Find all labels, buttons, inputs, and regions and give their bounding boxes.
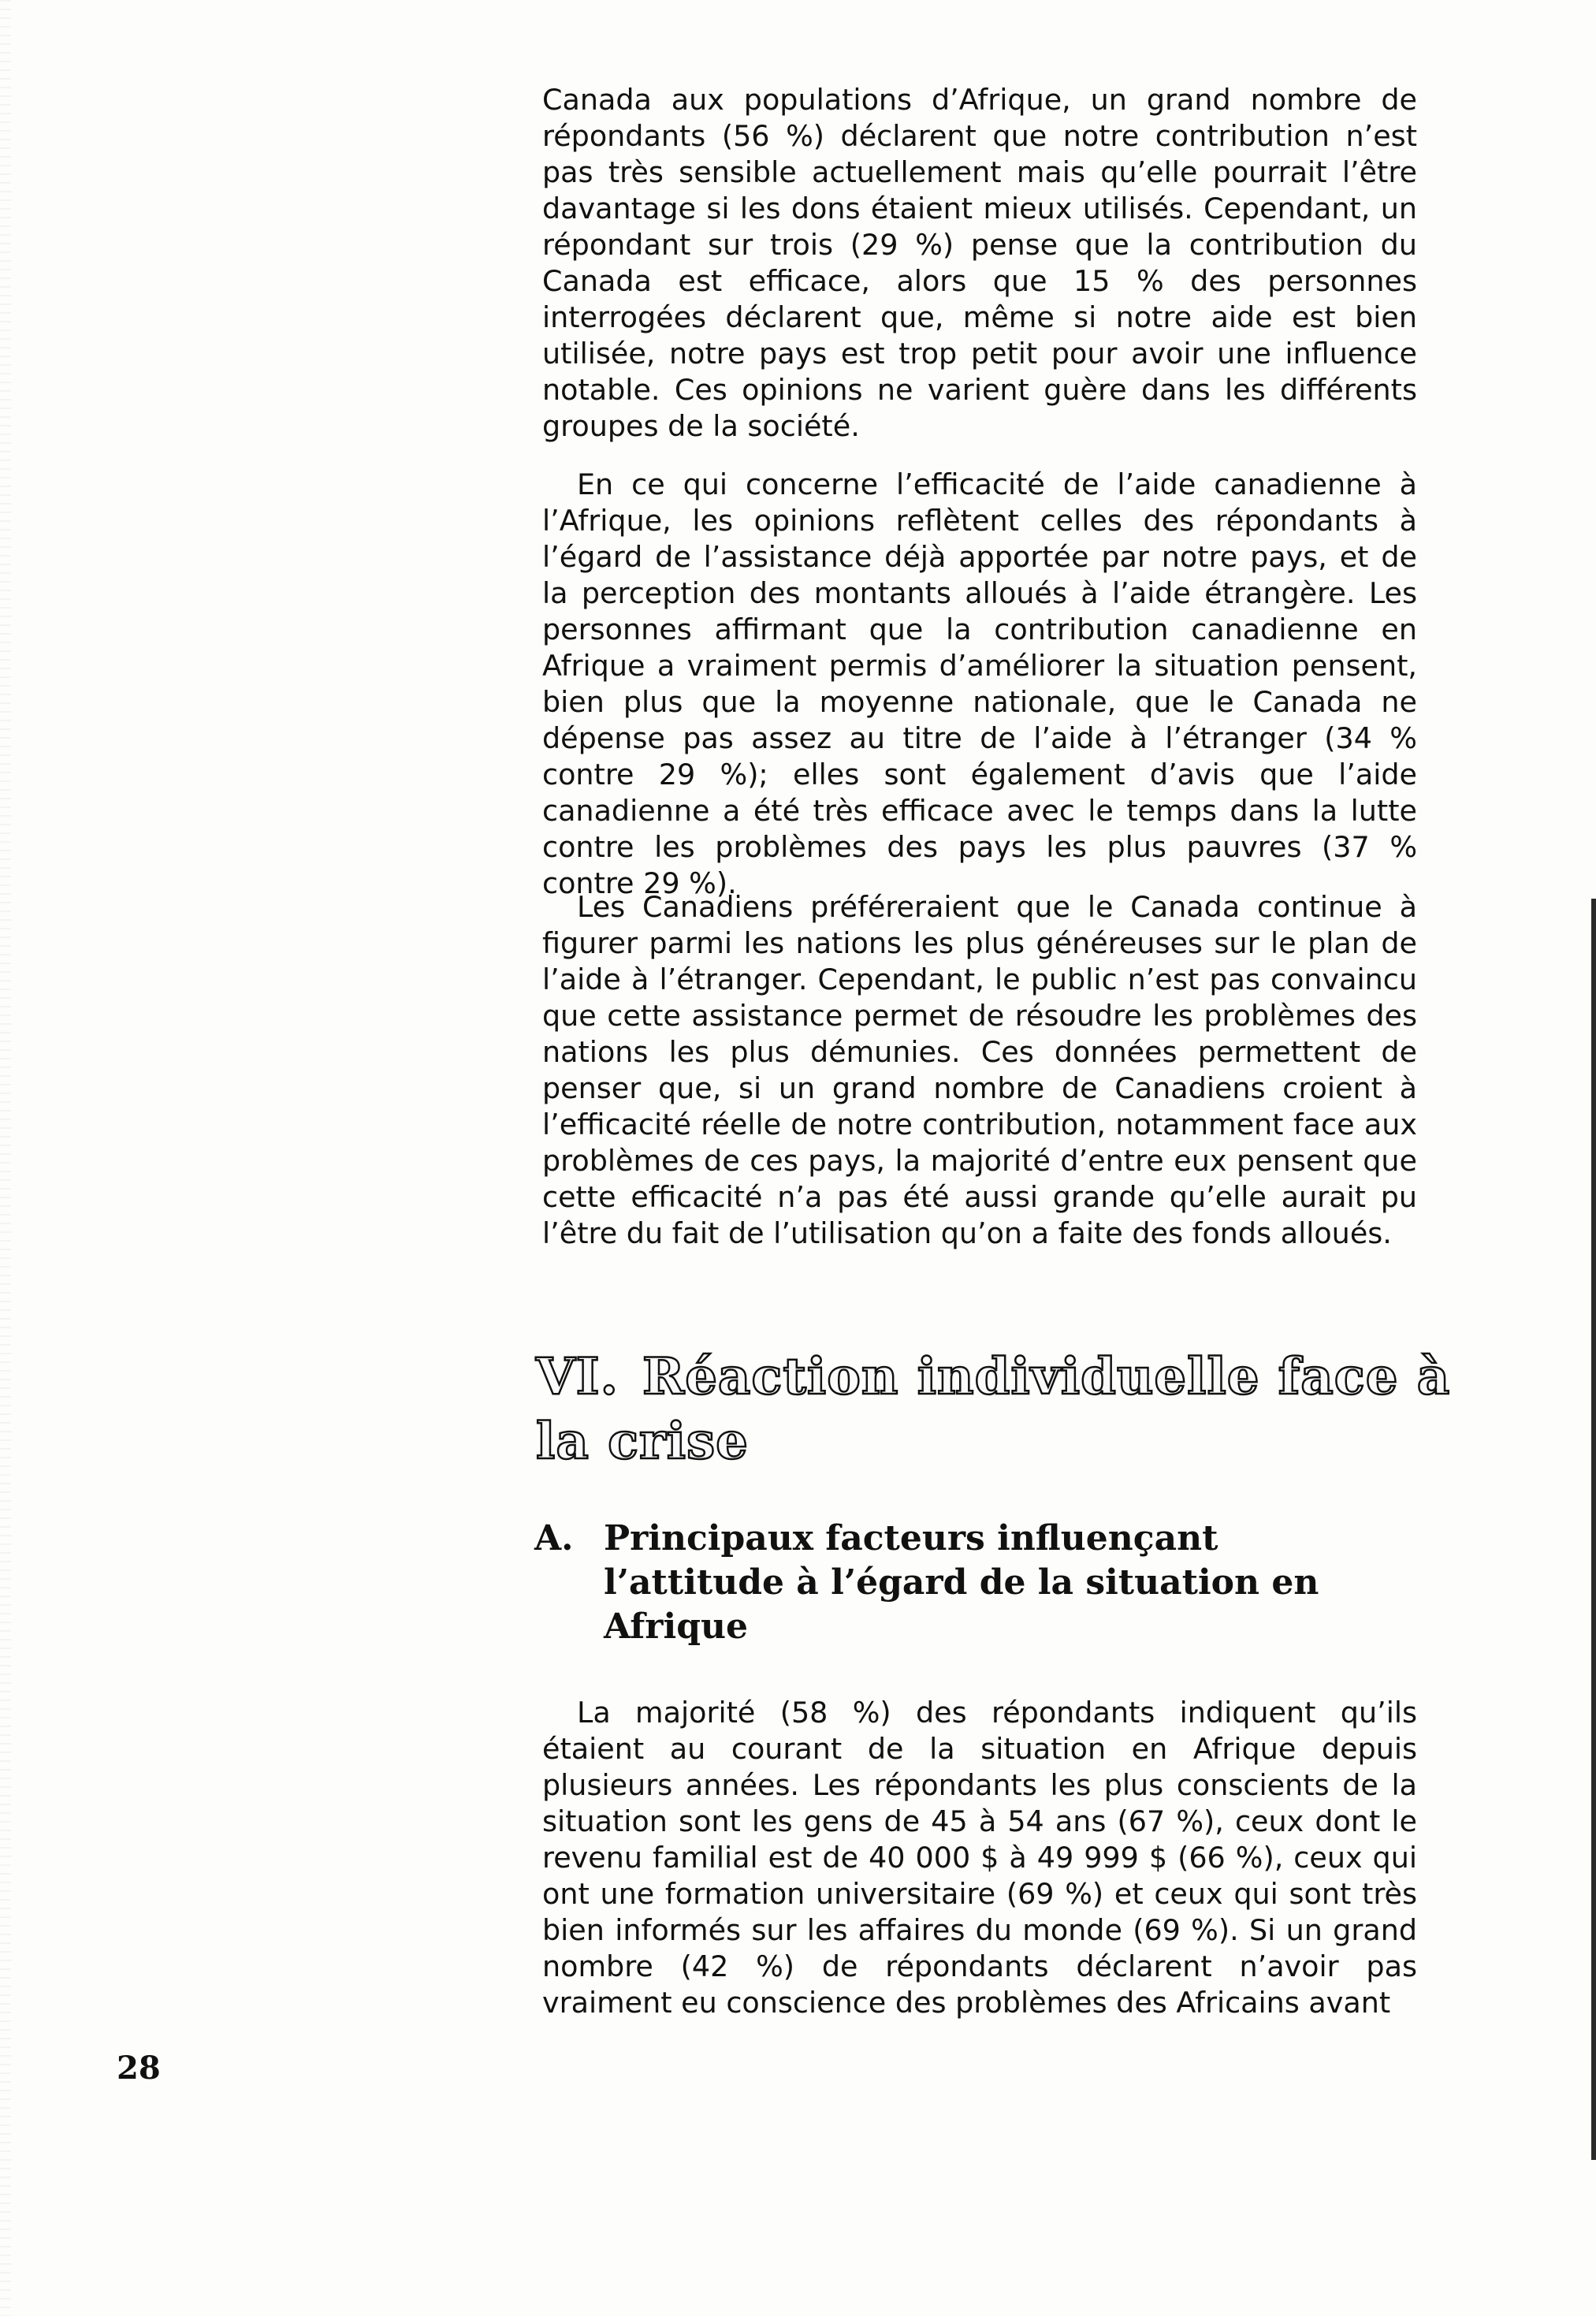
- paragraph-contribution-perception: Canada aux populations d’Afrique, un grand nombre de répondants (56 %) déclarent que notre contribution n’est pas très sensible actuellement mais qu’elle pourrait l’être davantage si les dons étaient mieux utilisés. Cependant, un répondant sur trois (29 %) pense que la contribution du Canada est efficace, alors que 15 % des personnes interrogées déclarent que, même si notre aide est bien utilisée, notre pays est trop petit pour avoir une influence notable. Ces opinions ne varient guère dans les différents groupes de la société.: [542, 83, 1417, 443]
- subsection-title-text: Principaux facteurs influençant l’attitude à l’égard de la situation en Afrique: [604, 1518, 1319, 1647]
- paragraph-awareness: La majorité (58 %) des répondants indiquent qu’ils étaient au courant de la situation en Afrique depuis plusieurs années. Les répondants les plus conscients de la situation sont les gens de 45 à 54 ans (67 %), ceux dont le revenu familial est de 40 000 $ à 49 999 $ (66 %), ceux qui ont une formation universitaire (69 %) et ceux qui sont très bien informés sur les affaires du monde (69 %). Si un grand nombre (42 %) de répondants déclarent n’avoir pas vraiment eu conscience des problèmes des Africains avant: [542, 1696, 1417, 2020]
- subsection-letter: A.: [534, 1518, 574, 1558]
- page-number: 28: [117, 2050, 161, 2087]
- section-number: VI.: [536, 1347, 619, 1406]
- scan-edge-shadow: [1591, 899, 1596, 2160]
- paragraph-aid-efficacy: En ce qui concerne l’efficacité de l’aide canadienne à l’Afrique, les opinions reflètent celles des répondants à l’égard de l’assistance déjà apportée par notre pays, et de la perception des montants alloués à l’aide étrangère. Les personnes affirmant que la contribution canadienne en Afrique a vraiment permis d’améliorer la situation pensent, bien plus que la moyenne nationale, que le Canada ne dépense pas assez au titre de l’aide à l’étranger (34 % contre 29 %); elles sont également d’avis que l’aide canadienne a été très efficace avec le temps dans la lutte contre les problèmes des pays les plus pauvres (37 % contre 29 %).: [542, 467, 1417, 900]
- subsection-heading: [534, 1517, 1433, 1649]
- scan-edge-noise: [0, 0, 11, 2316]
- section-title-text: Réaction individuelle face à la crise: [536, 1347, 1451, 1471]
- paragraph-canadian-preferences: Les Canadiens préféreraient que le Canada continue à figurer parmi les nations les plus généreuses sur le plan de l’aide à l’étranger. Cependant, le public n’est pas convaincu que cette assistance permet de résoudre les problèmes des nations les plus démunies. Ces données permettent de penser que, si un grand nombre de Canadiens croient à l’efficacité réelle de notre contribution, notamment face aux problèmes de ces pays, la majorité d’entre eux pensent que cette efficacité n’a pas été aussi grande qu’elle aurait pu l’être du fait de l’utilisation qu’on a faite des fonds alloués.: [542, 890, 1417, 1250]
- section-heading: [536, 1345, 1482, 1474]
